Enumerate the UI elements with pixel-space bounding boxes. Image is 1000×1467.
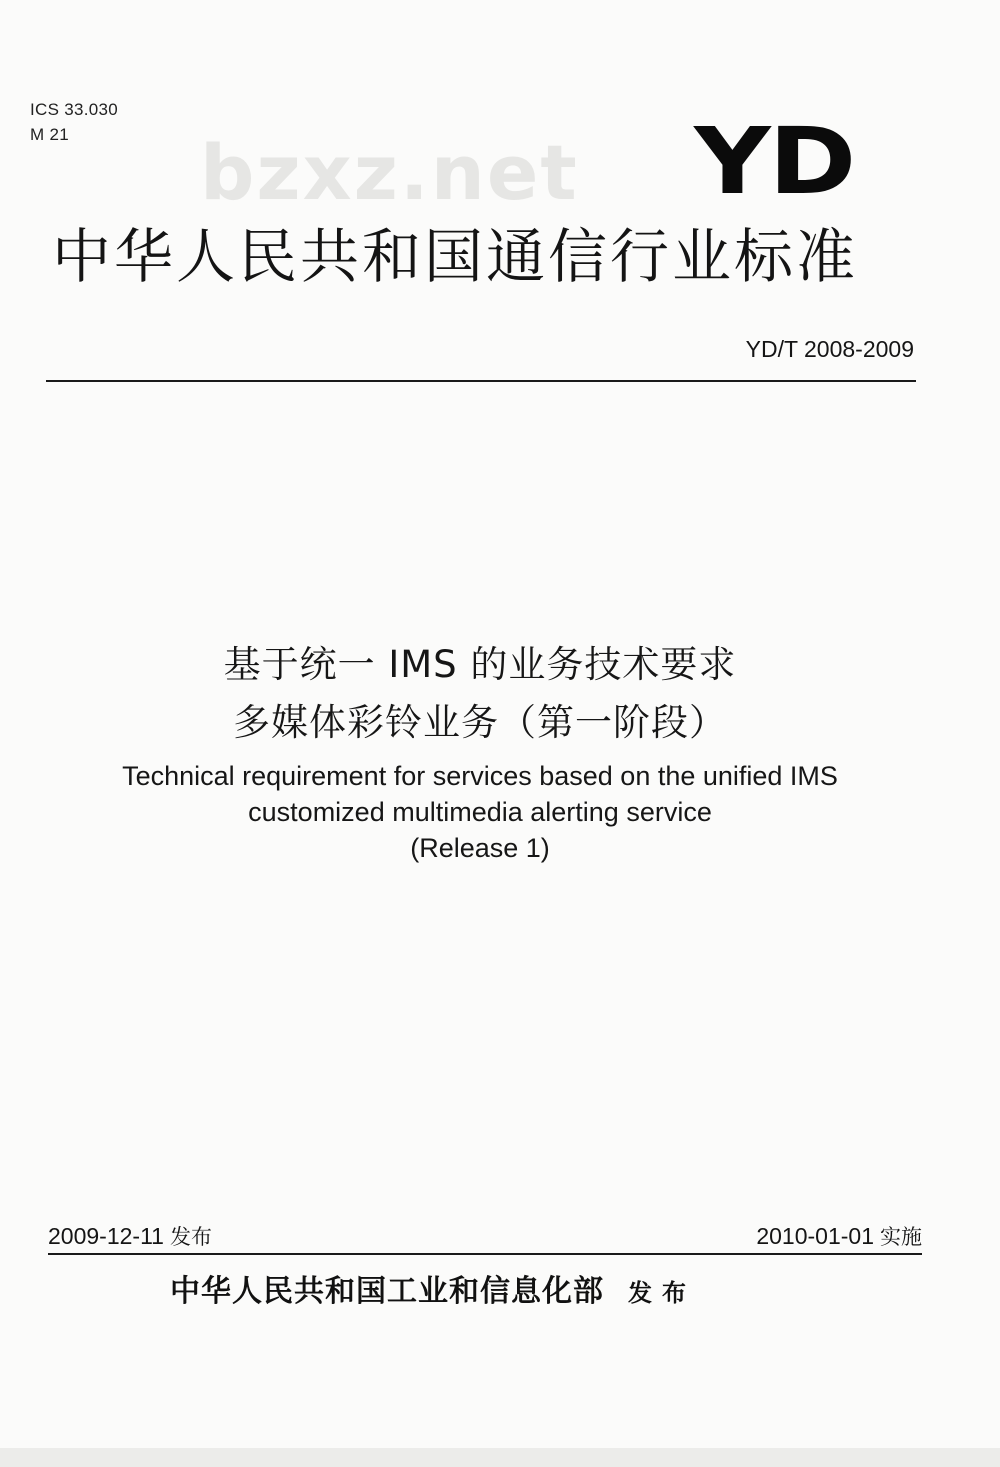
- publisher-name: 中华人民共和国工业和信息化部: [170, 1274, 604, 1309]
- ccs-code: M 21: [30, 125, 69, 144]
- publisher: [170, 1272, 696, 1313]
- issue-date: [48, 1221, 212, 1252]
- page-bottom-margin: [0, 1448, 1000, 1467]
- issue-date-value: 2009-12-11: [48, 1223, 164, 1249]
- header-divider: [46, 380, 916, 382]
- effective-date: [756, 1221, 922, 1252]
- issue-date-label: 发布: [169, 1225, 212, 1249]
- publisher-suffix: 发布: [628, 1278, 696, 1307]
- en-title-line-2: customized multimedia alerting service: [248, 797, 712, 827]
- cn-title-line-2: 多媒体彩铃业务（第一阶段）: [233, 701, 727, 744]
- yd-logo: YD: [694, 108, 854, 215]
- footer-divider: [48, 1253, 922, 1255]
- effective-date-value: 2010-01-01: [756, 1223, 874, 1249]
- en-title-line-3: (Release 1): [410, 833, 550, 863]
- watermark-text: bzxz.net: [200, 128, 579, 217]
- ics-code: ICS 33.030: [30, 100, 119, 119]
- classification-codes: [30, 97, 118, 147]
- en-title: [40, 758, 920, 866]
- page-title: 中华人民共和国通信行业标准: [52, 222, 859, 291]
- document-title-block: [40, 636, 920, 866]
- effective-date-label: 实施: [880, 1225, 922, 1249]
- en-title-line-1: Technical requirement for services based on the unified IMS: [122, 761, 838, 791]
- standard-number: YD/T 2008-2009: [745, 336, 914, 362]
- cn-title-line-1: 基于统一 IMS 的业务技术要求: [223, 643, 737, 686]
